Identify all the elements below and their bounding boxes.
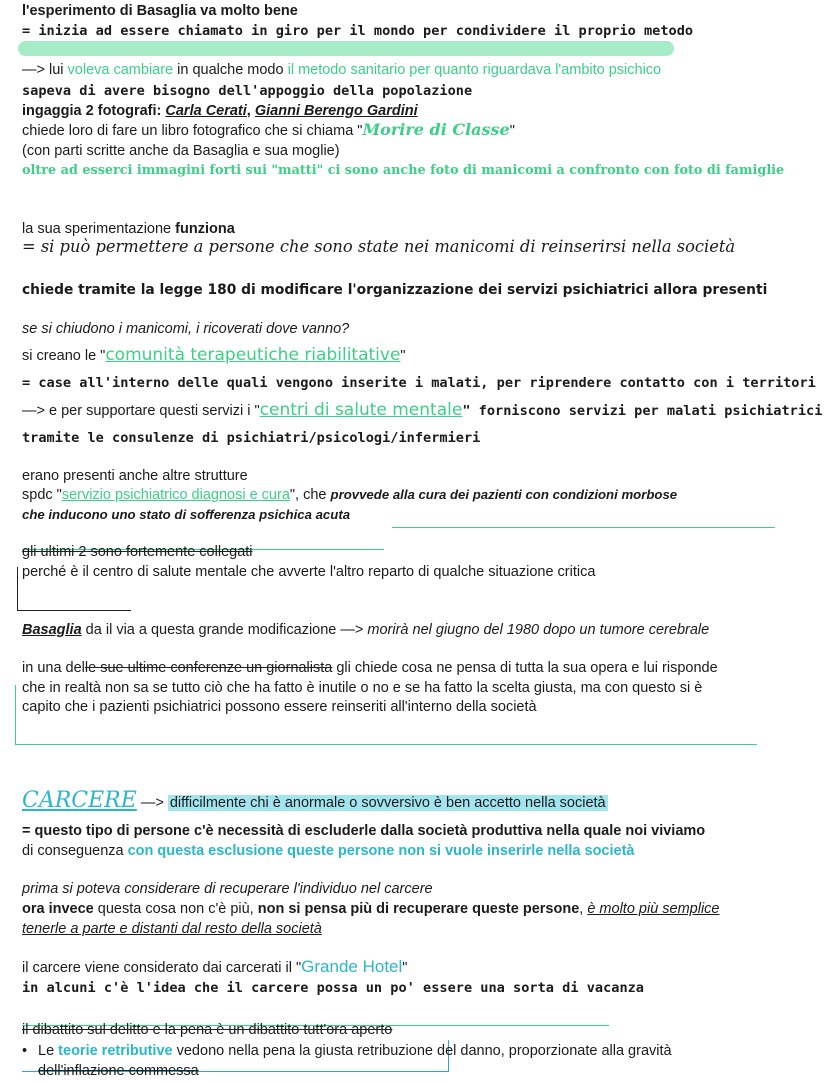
text-line: = case all'interno delle quali vengono inserite i malati, per riprendere contatto con i territori bbox=[22, 375, 816, 391]
text-span: comunità terapeutiche riabilitative bbox=[105, 345, 401, 365]
text-span: Le bbox=[38, 1043, 59, 1059]
text-span: Carla Cerati bbox=[165, 103, 247, 119]
text-line bbox=[22, 659, 718, 677]
text-line bbox=[22, 121, 515, 140]
text-span: funziona bbox=[175, 221, 235, 237]
text-span: da il via a questa grande modificazione —> bbox=[81, 622, 368, 638]
text-span: vedono nella pena la giusta retribuzione del danno, proporzionate alla gravità bbox=[172, 1043, 672, 1059]
text-line: = questo tipo di persone c'è necessità di escluderle dalla società produttiva nella quale noi viviamo bbox=[22, 823, 706, 839]
text-span: la sua sperimentazione bbox=[22, 221, 176, 237]
text-line bbox=[22, 102, 418, 120]
text-line: oltre ad esserci immagini forti sui "matti" ci sono anche foto di manicomi a confronto con foto di famiglie bbox=[22, 163, 785, 178]
text-line: gli ultimi 2 sono fortemente collegati bbox=[22, 544, 253, 560]
text-line: sapeva di avere bisogno dell'appoggio della popolazione bbox=[22, 83, 473, 99]
underline-mark bbox=[392, 527, 775, 528]
text-span: Grande Hotel bbox=[301, 957, 403, 976]
text-span: si creano le " bbox=[22, 348, 106, 364]
text-span: di conseguenza bbox=[22, 843, 128, 859]
text-span: voleva cambiare bbox=[67, 62, 174, 78]
text-line: il dibattito sul delitto e la pena è un dibattito tutt'ora aperto bbox=[22, 1022, 393, 1038]
underline-mark bbox=[15, 744, 757, 745]
text-line: in alcuni c'è l'idea che il carcere possa un po' essere una sorta di vacanza bbox=[22, 980, 644, 996]
text-line: tramite le consulenze di psichiatri/psicologi/infermieri bbox=[22, 430, 481, 446]
text-span: questa cosa non c'è più, bbox=[93, 901, 258, 917]
text-span: " forniscono servizi per malati psichiatrici bbox=[462, 403, 823, 419]
text-span: centri di salute mentale bbox=[259, 400, 463, 420]
text-span: spdc " bbox=[22, 487, 62, 503]
text-line bbox=[22, 346, 406, 365]
list-item bbox=[22, 1042, 672, 1060]
text-line: se si chiudono i manicomi, i ricoverati dove vanno? bbox=[22, 321, 350, 337]
text-line bbox=[22, 61, 661, 79]
text-span: CARCERE bbox=[22, 788, 137, 813]
text-span: ", che bbox=[289, 487, 331, 503]
text-line bbox=[22, 958, 407, 977]
text-span: Basaglia bbox=[22, 622, 82, 638]
text-span: —> e per supportare questi servizi i " bbox=[22, 403, 260, 419]
text-line: tenerle a parte e distanti dal resto della società bbox=[22, 921, 322, 937]
text-span: Gianni Berengo Gardini bbox=[254, 103, 418, 119]
text-line bbox=[22, 900, 720, 918]
text-line bbox=[22, 621, 709, 639]
bullet: • bbox=[22, 1043, 28, 1059]
text-span: " bbox=[400, 348, 406, 364]
text-line bbox=[22, 220, 235, 238]
text-line: erano presenti anche altre strutture bbox=[22, 468, 248, 484]
text-span: , bbox=[246, 103, 255, 119]
text-span: in qualche modo bbox=[173, 62, 288, 78]
text-span: le sue ultime conferenze un giornalista bbox=[84, 660, 333, 676]
section-heading bbox=[22, 787, 608, 817]
text-span: Morire di Classe bbox=[362, 120, 510, 139]
text-span: ingaggia 2 fotografi: bbox=[22, 103, 166, 119]
text-line: dell'inflazione commessa bbox=[38, 1063, 199, 1079]
text-span: teorie retributive bbox=[58, 1043, 173, 1059]
text-span: provvede alla cura dei pazienti con condizioni morbose bbox=[330, 487, 678, 502]
text-line bbox=[22, 401, 822, 420]
bracket-mark bbox=[15, 685, 16, 745]
text-span: servizio psichiatrico diagnosi e cura bbox=[61, 487, 290, 503]
text-span: in una del bbox=[22, 660, 85, 676]
text-span: è molto più semplice bbox=[587, 901, 720, 917]
text-line: l'esperimento di Basaglia va molto bene bbox=[22, 3, 298, 19]
text-span: " bbox=[509, 123, 515, 139]
text-line: capito che i pazienti psichiatrici possono essere reinseriti all'interno della società bbox=[22, 699, 537, 715]
text-line: prima si poteva considerare di recuperare l'individuo nel carcere bbox=[22, 881, 433, 897]
text-line: che inducono uno stato di sofferenza psichica acuta bbox=[22, 507, 351, 522]
text-span: gli chiede cosa ne pensa di tutta la sua opera e lui risponde bbox=[332, 660, 718, 676]
text-span: il carcere viene considerato dai carcerati il " bbox=[22, 960, 302, 976]
text-span: con questa esclusione queste persone non si vuole inserirle nella società bbox=[127, 843, 635, 859]
text-span: —> lui bbox=[22, 62, 68, 78]
text-line: perché è il centro di salute mentale che avverte l'altro reparto di qualche situazione critica bbox=[22, 564, 596, 580]
text-line bbox=[22, 486, 677, 504]
text-line: = inizia ad essere chiamato in giro per il mondo per condividere il proprio metodo bbox=[22, 23, 694, 39]
text-line: che in realtà non sa se tutto ciò che ha fatto è inutile o no e se ha fatto la scelta giusta, ma con questo si è bbox=[22, 680, 703, 696]
text-line: = si può permettere a persone che sono state nei manicomi di reinserirsi nella società bbox=[22, 237, 736, 256]
text-line: (con parti scritte anche da Basaglia e sua moglie) bbox=[22, 143, 340, 159]
highlight-bar bbox=[18, 41, 674, 56]
text-line: chiede tramite la legge 180 di modificare l'organizzazione dei servizi psichiatrici allora presenti bbox=[22, 282, 768, 298]
text-span: —> bbox=[136, 795, 168, 811]
text-span: " bbox=[402, 960, 408, 976]
text-line bbox=[22, 842, 634, 860]
text-span: morirà nel giugno del 1980 dopo un tumore cerebrale bbox=[367, 622, 710, 638]
text-span: non si pensa più di recuperare queste persone bbox=[257, 901, 580, 917]
text-span: chiede loro di fare un libro fotografico che si chiama " bbox=[22, 123, 363, 139]
text-span: difficilmente chi è anormale o sovversivo è ben accetto nella società bbox=[169, 795, 606, 811]
text-span: ora invece bbox=[22, 901, 94, 917]
text-span: , bbox=[579, 901, 588, 917]
text-span: il metodo sanitario per quanto riguardava l'ambito psichico bbox=[287, 62, 662, 78]
